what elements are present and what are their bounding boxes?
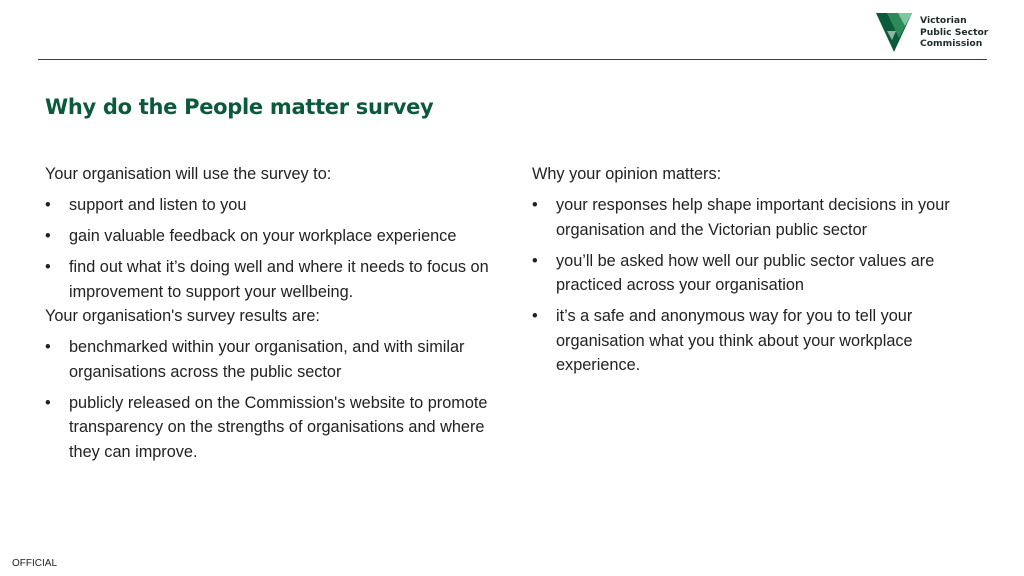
bullet-list: [532, 193, 992, 378]
section-heading: Your organisation's survey results are:: [45, 307, 320, 325]
bullet: •: [45, 196, 51, 214]
list-item-text: it’s a safe and anonymous way for you to tell your organisation what you think about your workplace experience.: [556, 307, 913, 374]
classification-label: OFFICIAL: [12, 558, 58, 569]
list-item-text: support and listen to you: [69, 196, 247, 214]
list-item-text: benchmarked within your organisation, and with similar organisations across the public sector: [69, 338, 465, 381]
bullet-list: [45, 335, 495, 464]
bullet: •: [45, 338, 51, 356]
list-item: [532, 249, 992, 298]
bullet: •: [45, 258, 51, 276]
vpsc-triangle-logo-icon: [876, 12, 916, 54]
logo-wordmark: [920, 15, 988, 50]
bullet-list: [45, 193, 495, 304]
vpsc-logo: [876, 12, 996, 54]
section-heading: Why your opinion matters:: [532, 165, 722, 183]
list-item-text: you’ll be asked how well our public sector values are practiced across your organisation: [556, 251, 935, 294]
list-item: [45, 224, 495, 249]
section-heading: Your organisation will use the survey to:: [45, 165, 332, 183]
logo-line: Commission: [920, 38, 983, 49]
list-item-text: find out what it’s doing well and where it needs to focus on improvement to support your wellbeing.: [69, 258, 489, 301]
bullet: •: [532, 307, 538, 325]
bullet: •: [45, 227, 51, 245]
list-item: [532, 304, 992, 378]
header-divider: [38, 59, 987, 60]
list-item: [45, 193, 495, 218]
bullet: •: [532, 251, 538, 270]
left-column: [45, 162, 495, 471]
list-item-text: your responses help shape important decisions in your organisation and the Victorian public sector: [556, 196, 950, 239]
list-item-text: gain valuable feedback on your workplace experience: [69, 227, 457, 245]
list-item: [45, 391, 495, 465]
list-item: [532, 193, 992, 242]
right-column: [532, 162, 992, 384]
list-item: [45, 255, 495, 304]
bullet: •: [532, 196, 538, 214]
page-title: Why do the People matter survey: [45, 95, 434, 119]
logo-line: Public Sector: [920, 26, 989, 38]
list-item-text: publicly released on the Commission's website to promote transparency on the strengths of organisations and where they can improve.: [69, 393, 488, 461]
list-item: [45, 335, 495, 384]
bullet: •: [45, 393, 51, 412]
logo-line: Victorian: [920, 15, 967, 26]
